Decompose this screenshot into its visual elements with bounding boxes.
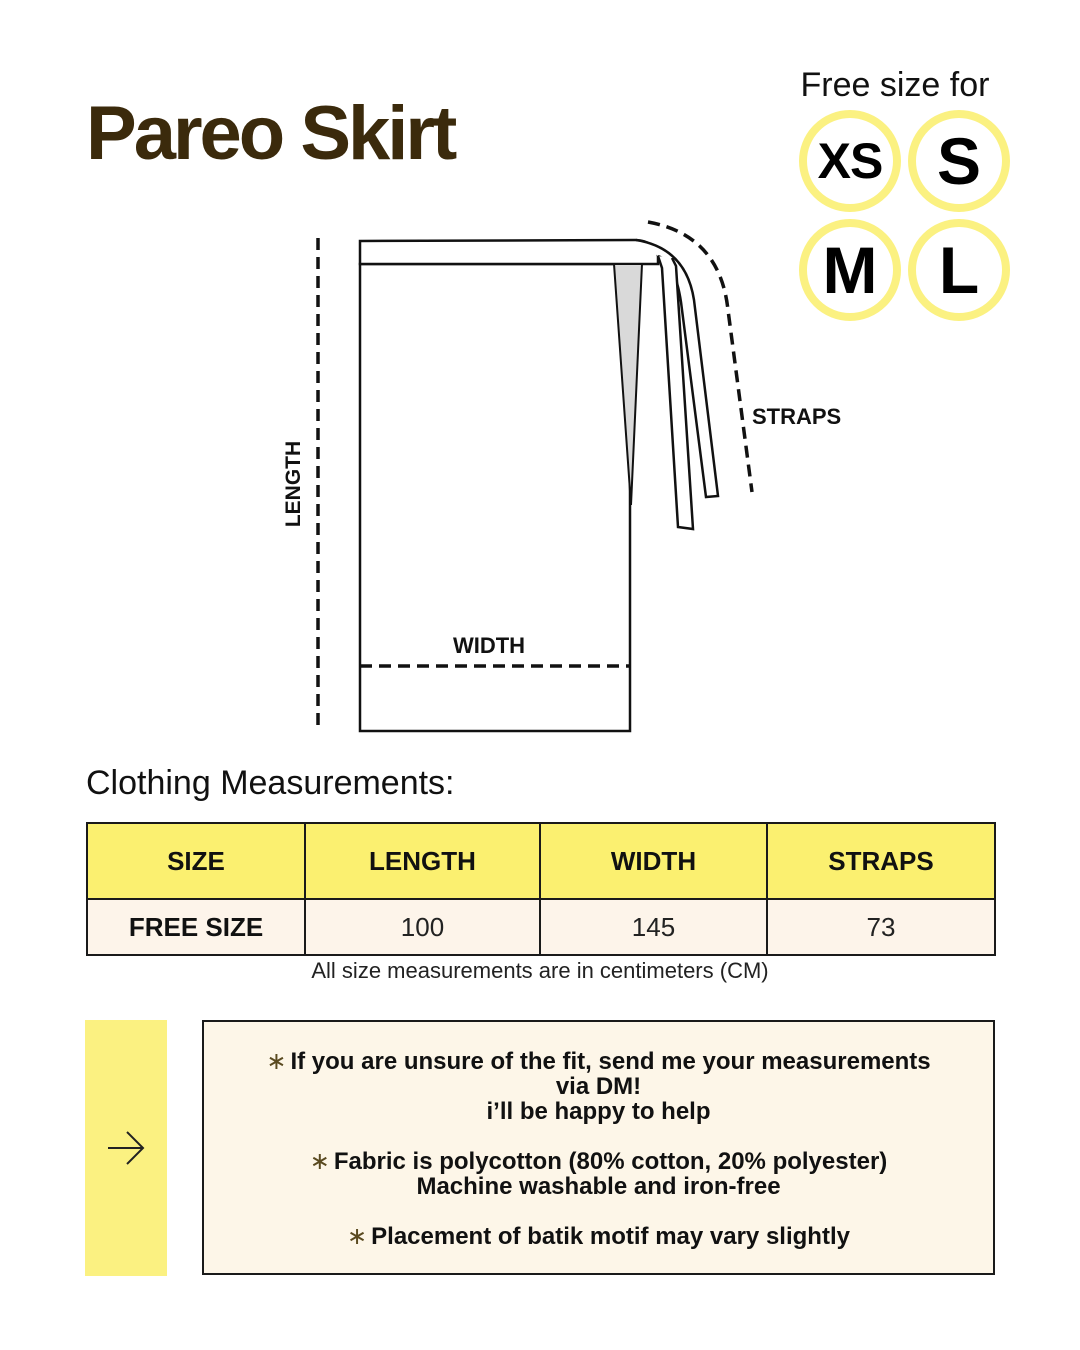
note-text: Placement of batik motif may vary slightly [371,1223,850,1250]
column-header-length: LENGTH [305,823,540,899]
size-badge-label: M [822,233,878,307]
asterisk-icon: ∗ [347,1223,368,1250]
measurements-table [86,822,996,956]
size-badge-label: L [938,233,980,307]
table-row [87,899,995,955]
measurements-heading: Clothing Measurements: [86,764,455,802]
column-header-straps: STRAPS [767,823,995,899]
cell-size: FREE SIZE [87,899,305,955]
length-label: LENGTH [282,440,305,528]
note-motif [204,1224,993,1249]
column-header-width: WIDTH [540,823,767,899]
asterisk-icon: ∗ [266,1048,287,1075]
straps-label: STRAPS [752,404,842,429]
arrow-panel [85,1020,167,1276]
skirt-body [360,264,630,731]
units-note: All size measurements are in centimeters (CM) [311,958,769,983]
note-text: via DM! [555,1073,642,1100]
asterisk-icon: ∗ [309,1148,330,1175]
note-fit [204,1049,993,1124]
note-text: If you are unsure of the fit, send me your measurements [290,1048,931,1075]
note-text: Fabric is polycotton (80% cotton, 20% polyester) [333,1148,888,1175]
width-label: WIDTH [452,633,526,658]
note-text: i’ll be happy to help [486,1098,711,1125]
cell-length: 100 [305,899,540,955]
size-badge-label: XS [817,133,883,189]
waistband [360,240,658,264]
cell-width: 145 [540,899,767,955]
arrow-right-icon [105,1127,147,1169]
note-text: Machine washable and iron-free [416,1173,781,1200]
table-header-row [87,823,995,899]
cell-straps: 73 [767,899,995,955]
note-fabric [204,1149,993,1199]
size-badge-label: S [936,124,982,198]
column-header-size: SIZE [87,823,305,899]
page-title: Pareo Skirt [86,91,455,176]
notes-box [202,1020,995,1275]
free-size-heading: Free size for [800,66,990,104]
